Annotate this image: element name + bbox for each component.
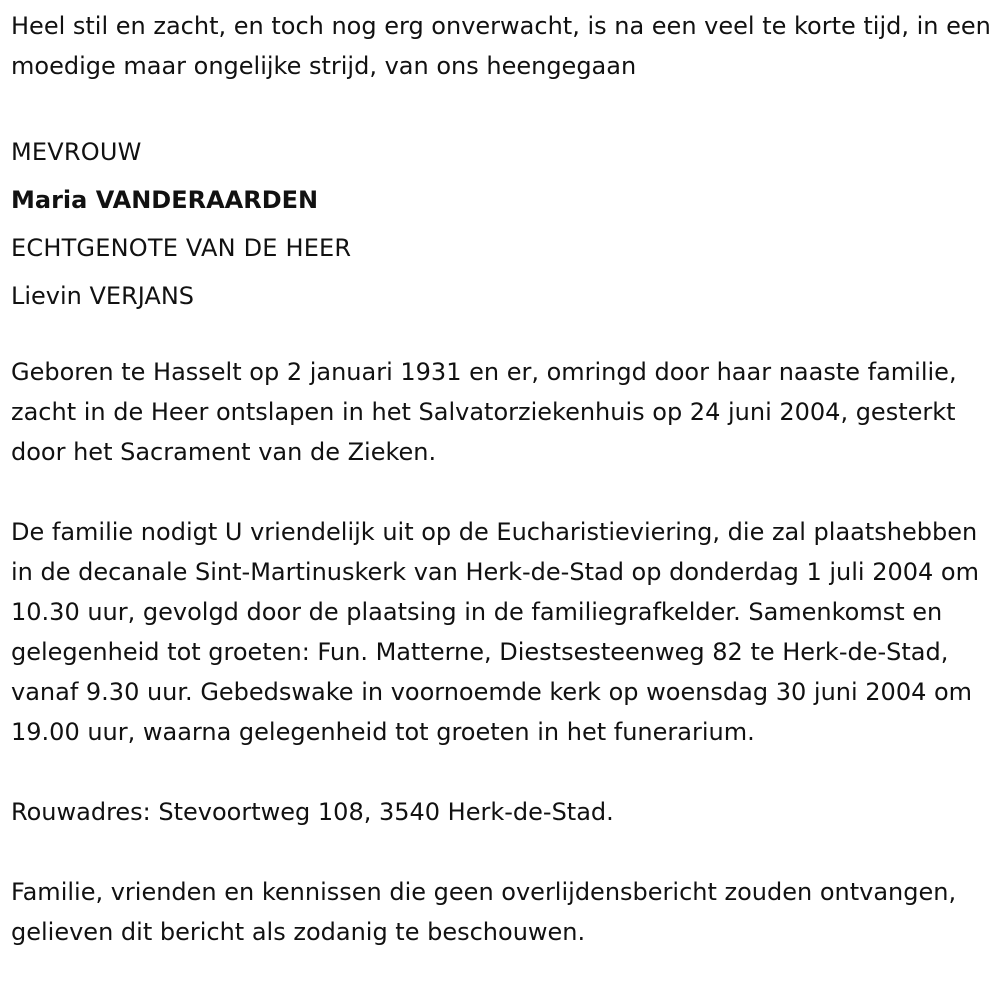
address-paragraph: Rouwadres: Stevoortweg 108, 3540 Herk-de-Stad.: [11, 798, 614, 826]
spouse-name: Lievin VERJANS: [11, 282, 195, 310]
name-block: [11, 128, 1000, 320]
relation-line: ECHTGENOTE VAN DE HEER: [11, 234, 352, 262]
ceremony-paragraph: De familie nodigt U vriendelijk uit op de Eucharistieviering, die zal plaatshebben in de decanale Sint-Martinuskerk van Herk-de-Stad op donderdag 1 juli 2004 om 10.30 uur, gevolgd door de plaatsing in de familiegrafkelder. Samenkomst en gelegenheid tot groeten: Fun. Matterne, Diestsesteenweg 82 te Herk-de-Stad, vanaf 9.30 uur. Gebedswake in voornoemde kerk op woensdag 30 juni 2004 om 19.00 uur, waarna gelegenheid tot groeten in het funerarium.: [11, 518, 979, 746]
closing-paragraph: Familie, vrienden en kennissen die geen overlijdensbericht zouden ontvangen, gelieven dit bericht als zodanig te beschouwen.: [11, 878, 957, 946]
deceased-name: Maria VANDERAARDEN: [11, 186, 319, 214]
spacer: [11, 320, 1000, 352]
spacer: [11, 86, 1000, 126]
spacer: [11, 752, 1000, 792]
spacer: [11, 832, 1000, 872]
title-line: MEVROUW: [11, 138, 142, 166]
spacer: [11, 472, 1000, 512]
birth-death-paragraph: Geboren te Hasselt op 2 januari 1931 en er, omringd door haar naaste familie, zacht in de Heer ontslapen in het Salvatorziekenhuis op 24 juni 2004, gesterkt door het Sacrament van de Zieken.: [11, 358, 957, 466]
intro-paragraph: Heel stil en zacht, en toch nog erg onverwacht, is na een veel te korte tijd, in een moedige maar ongelijke strijd, van ons heengegaan: [11, 12, 991, 80]
